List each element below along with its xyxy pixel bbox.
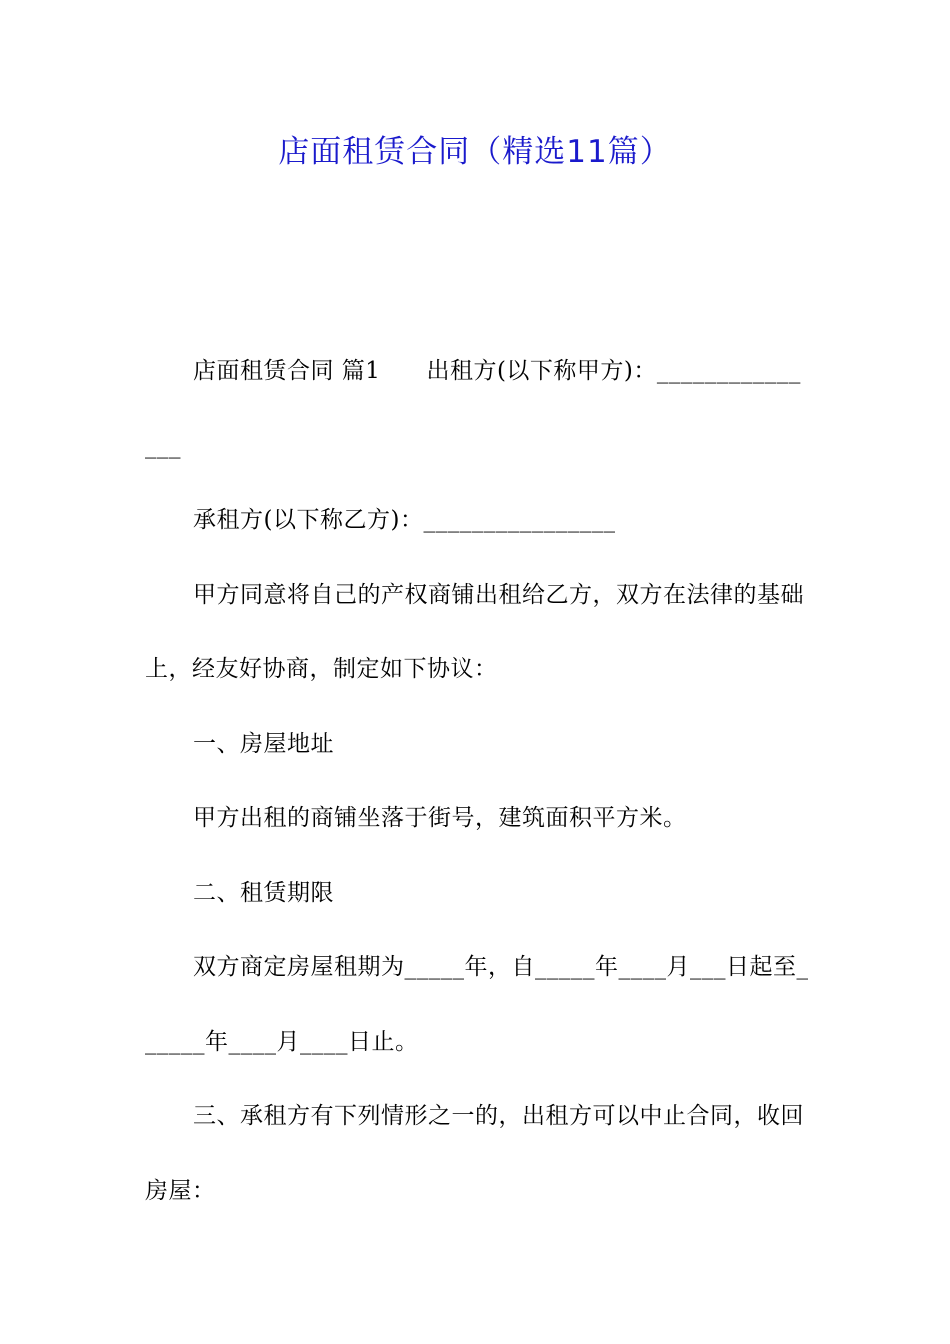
paragraph-term: 双方商定房屋租期为_____年，自_____年____月___日起至______年____月____日止。 bbox=[145, 954, 809, 1055]
document-body bbox=[145, 334, 810, 1228]
heading-address: 一、房屋地址 bbox=[193, 730, 334, 757]
lessor-line: 出租方(以下称甲方)：_______________ bbox=[145, 358, 801, 459]
paragraph-address: 甲方出租的商铺坐落于街号，建筑面积平方米。 bbox=[193, 805, 687, 831]
heading-term: 二、租赁期限 bbox=[193, 879, 334, 906]
document-title: 店面租赁合同（精选11篇） bbox=[278, 134, 672, 170]
paragraph-lessor bbox=[145, 334, 810, 483]
article-lead: 店面租赁合同 篇1 bbox=[193, 358, 381, 384]
paragraph-termination: 三、承租方有下列情形之一的，出租方可以中止合同，收回房屋： bbox=[145, 1103, 804, 1204]
paragraph-lessee: 承租方(以下称乙方)：________________ bbox=[193, 507, 616, 533]
paragraph-intro: 甲方同意将自己的产权商铺出租给乙方，双方在法律的基础上，经友好协商，制定如下协议： bbox=[145, 581, 804, 682]
